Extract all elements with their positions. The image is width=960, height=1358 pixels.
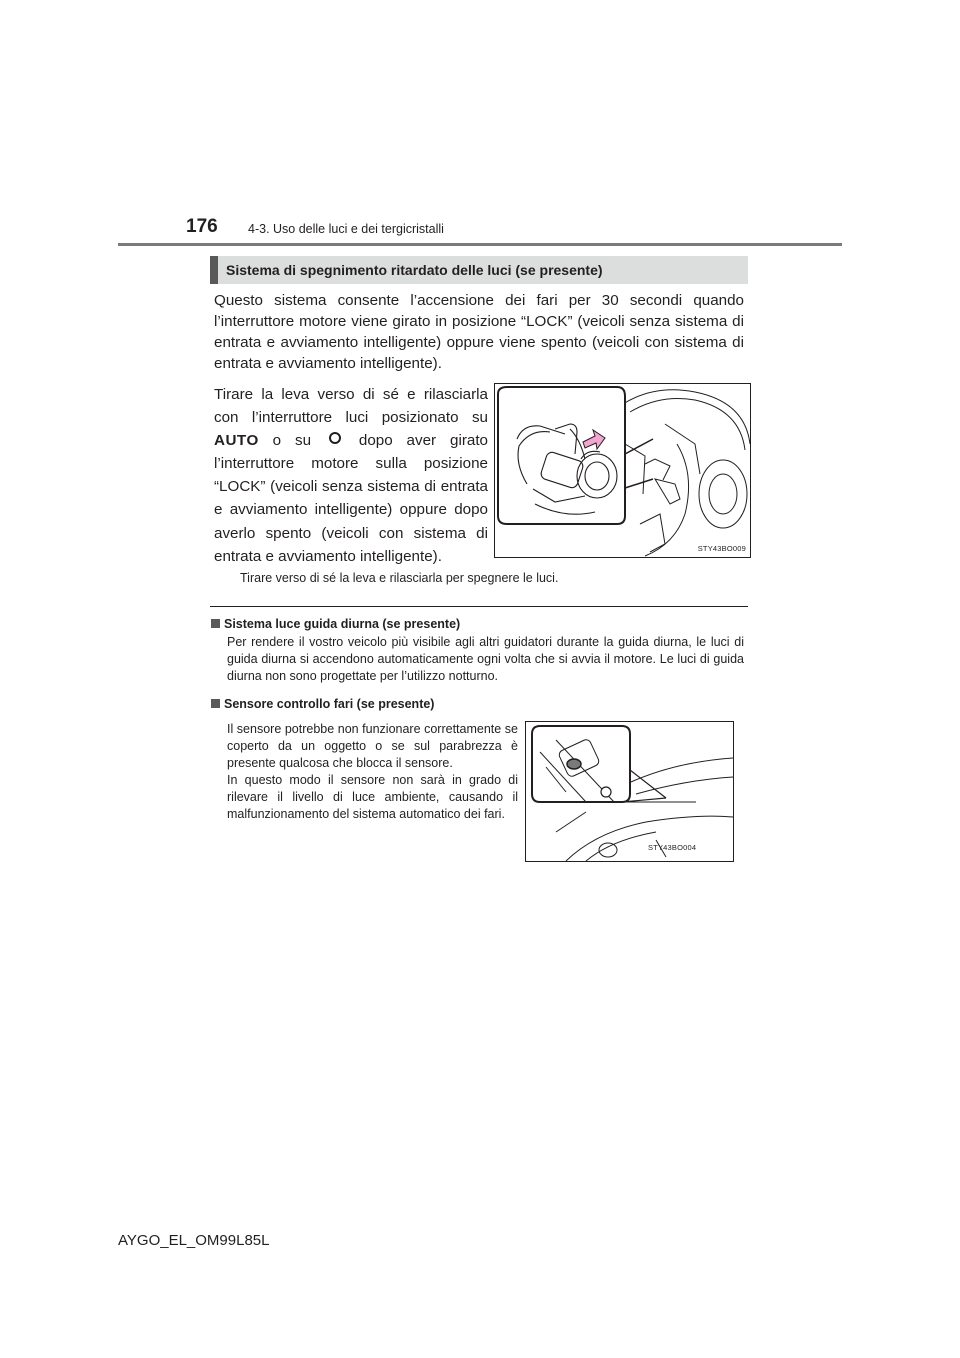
section-title-bar — [210, 256, 748, 284]
figure-lever — [494, 383, 751, 558]
note-text-sensor — [227, 721, 518, 823]
header-rule — [118, 243, 842, 246]
sensor-text-1: Il sensore potrebbe non funzionare correttamente se coperto da un oggetto o se sul parabrezza è presente qualcosa che blocca il sensore. — [227, 722, 518, 770]
section-title-accent — [210, 256, 218, 284]
note-heading-text: Sistema luce guida diurna (se presente) — [224, 617, 461, 631]
note-heading-sensor — [211, 697, 434, 711]
instruction-paragraph — [214, 383, 488, 568]
instruction-text-1: Tirare la leva verso di sé e rilasciarla con l’interruttore luci posizionato su — [214, 386, 488, 427]
lights-off-icon — [329, 432, 341, 444]
intro-paragraph: Questo sistema consente l’accensione dei fari per 30 secondi quando l’interruttore motore viene girato in posizione “LOCK” (veicoli senza sistema di entrata e avviamento intelligente) oppure viene spento (veicoli con sistema di entrata e avviamento intelligente). — [214, 292, 744, 372]
section-divider — [210, 606, 748, 607]
square-bullet-icon — [211, 699, 220, 708]
page-number: 176 — [186, 216, 218, 237]
section-title: Sistema di spegnimento ritardato delle luci (se presente) — [226, 262, 603, 278]
figure-code: STY43BO009 — [697, 544, 746, 553]
lever-note: Tirare verso di sé la leva e rilasciarla per spegnere le luci. — [240, 571, 559, 585]
sensor-illustration — [526, 722, 733, 861]
instruction-text-2: o su — [258, 432, 325, 450]
lever-illustration — [495, 384, 750, 557]
note-heading-daytime-lights — [211, 617, 460, 631]
auto-symbol: AUTO — [214, 432, 259, 450]
breadcrumb: 4-3. Uso delle luci e dei tergicristalli — [248, 222, 444, 236]
figure-sensor — [525, 721, 734, 862]
figure-code: STY43BO004 — [648, 843, 697, 852]
instruction-text-3: dopo aver girato l’interruttore motore sulla posizione “LOCK” (veicoli senza sistema di entrata e avviamento intelligente) oppure dopo averlo spento (veicoli con sistema di entrata e avviamento intelligente). — [214, 432, 488, 565]
sensor-text-2: In questo modo il sensore non sarà in grado di rilevare il livello di luce ambiente, causando il malfunzionamento del sistema automatico dei fari. — [227, 773, 518, 821]
note-heading-text: Sensore controllo fari (se presente) — [224, 697, 435, 711]
square-bullet-icon — [211, 619, 220, 628]
footer-manual-code: AYGO_EL_OM99L85L — [118, 1232, 270, 1249]
note-text-daytime-lights: Per rendere il vostro veicolo più visibile agli altri guidatori durante la guida diurna, le luci di guida diurna si accendono automaticamente ogni volta che si avvia il motore. Le luci di guida diurna non sono progettate per l’utilizzo notturno. — [227, 635, 744, 683]
